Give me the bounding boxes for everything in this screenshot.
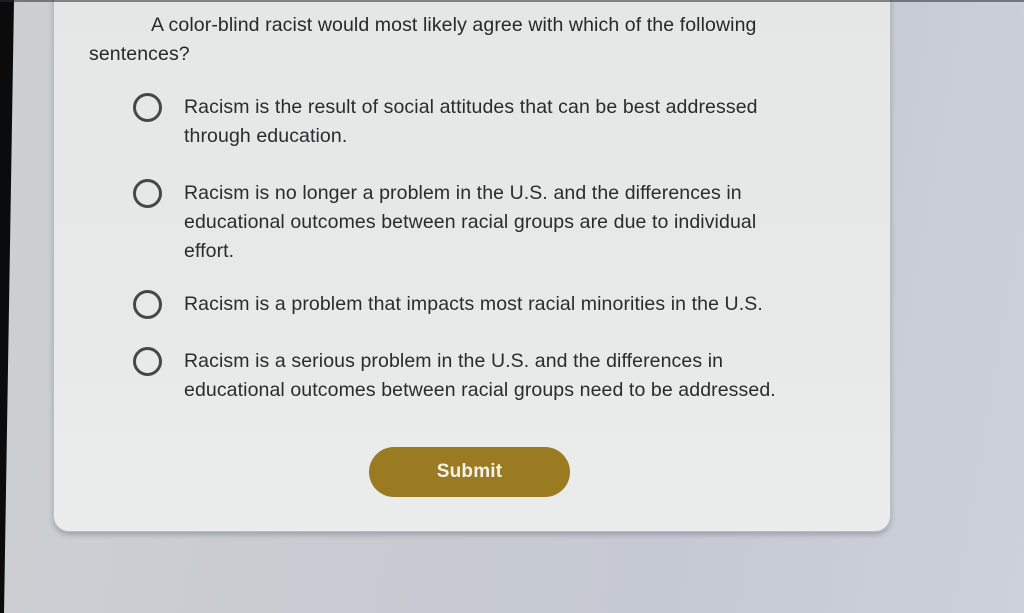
answer-option-2-line-3: effort. bbox=[184, 240, 235, 262]
question-line-1: A color-blind racist would most likely agree with which of the following bbox=[151, 14, 757, 36]
question-text bbox=[89, 11, 850, 69]
answer-option-1-line-2: through education. bbox=[184, 125, 348, 147]
question-card bbox=[53, 0, 891, 532]
answer-option-4-line-2: educational outcomes between racial groups need to be addressed. bbox=[184, 379, 776, 401]
answer-option-2-line-2: educational outcomes between racial groups are due to individual bbox=[184, 211, 757, 233]
radio-button-icon[interactable] bbox=[133, 179, 162, 208]
question-line-2: sentences? bbox=[89, 43, 190, 65]
submit-button[interactable]: Submit bbox=[369, 447, 570, 497]
answer-option-3-line-1: Racism is a problem that impacts most racial minorities in the U.S. bbox=[184, 293, 763, 315]
answer-option-1[interactable] bbox=[133, 93, 850, 151]
answer-option-3-label bbox=[184, 290, 763, 319]
answer-option-2[interactable] bbox=[133, 179, 850, 266]
answer-option-1-label bbox=[184, 93, 758, 151]
submit-row bbox=[89, 447, 850, 497]
answer-option-2-line-1: Racism is no longer a problem in the U.S. and the differences in bbox=[184, 182, 742, 204]
radio-button-icon[interactable] bbox=[133, 93, 162, 122]
answer-options-list bbox=[133, 93, 850, 405]
answer-option-4-line-1: Racism is a serious problem in the U.S. and the differences in bbox=[184, 350, 724, 372]
photo-top-edge bbox=[0, 0, 1024, 2]
radio-button-icon[interactable] bbox=[133, 290, 162, 319]
answer-option-4-label bbox=[184, 347, 776, 405]
answer-option-2-label bbox=[184, 179, 756, 266]
screen-bezel-strip bbox=[0, 0, 16, 613]
answer-option-4[interactable] bbox=[133, 347, 850, 405]
radio-button-icon[interactable] bbox=[133, 347, 162, 376]
answer-option-1-line-1: Racism is the result of social attitudes that can be best addressed bbox=[184, 96, 758, 118]
answer-option-3[interactable] bbox=[133, 290, 850, 319]
